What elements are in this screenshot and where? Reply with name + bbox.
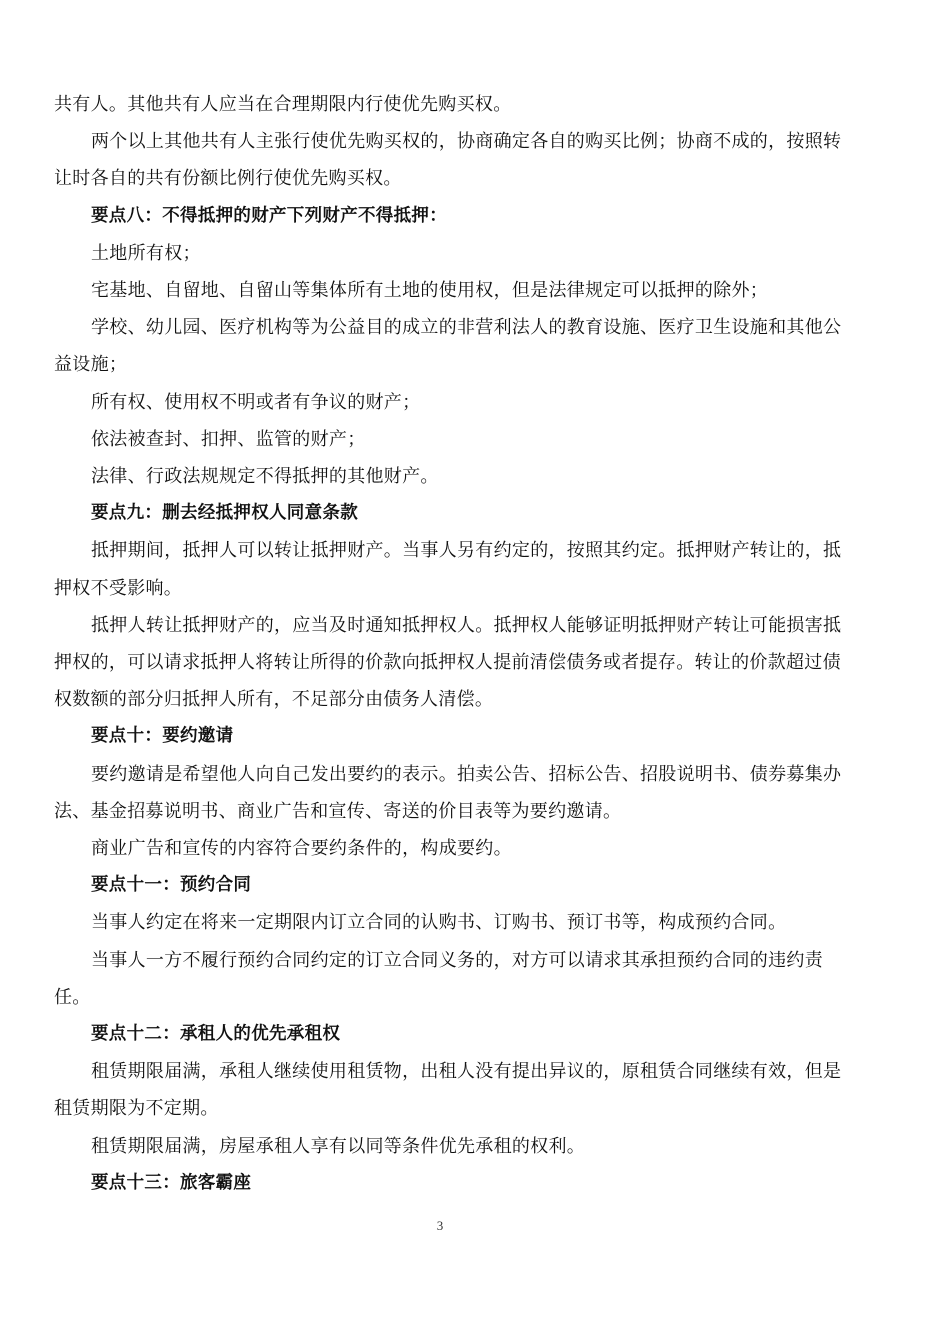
paragraph: 学校、幼儿园、医疗机构等为公益目的成立的非营利法人的教育设施、医疗卫生设施和其他公益设施； bbox=[54, 317, 842, 376]
section-heading: 要点十：要约邀请 bbox=[91, 726, 234, 747]
section-heading: 要点八：不得抵押的财产下列财产不得抵押： bbox=[91, 205, 447, 226]
paragraph: 要约邀请是希望他人向自己发出要约的表示。拍卖公告、招标公告、招股说明书、债券募集办法、基金招募说明书、商业广告和宣传、寄送的价目表等为要约邀请。 bbox=[54, 763, 842, 822]
section-heading: 要点十二：承租人的优先承租权 bbox=[91, 1024, 341, 1045]
section-heading: 要点十三：旅客霸座 bbox=[91, 1172, 252, 1193]
paragraph: 抵押人转让抵押财产的，应当及时通知抵押权人。抵押权人能够证明抵押财产转让可能损害抵押权的，可以请求抵押人将转让所得的价款向抵押权人提前清偿债务或者提存。转让的价款超过债权数额的部分归抵押人所有，不足部分由债务人清偿。 bbox=[54, 614, 842, 711]
paragraph: 共有人。其他共有人应当在合理期限内行使优先购买权。 bbox=[54, 94, 512, 115]
section-heading: 要点九：删去经抵押权人同意条款 bbox=[91, 503, 358, 524]
paragraph: 两个以上其他共有人主张行使优先购买权的，协商确定各自的购买比例；协商不成的，按照转让时各自的共有份额比例行使优先购买权。 bbox=[54, 131, 842, 190]
paragraph: 当事人约定在将来一定期限内订立合同的认购书、订购书、预订书等，构成预约合同。 bbox=[91, 912, 787, 934]
paragraph: 抵押期间，抵押人可以转让抵押财产。当事人另有约定的，按照其约定。抵押财产转让的，抵押权不受影响。 bbox=[54, 540, 842, 599]
paragraph: 当事人一方不履行预约合同约定的订立合同义务的，对方可以请求其承担预约合同的违约责任。 bbox=[54, 949, 823, 1008]
paragraph: 法律、行政法规规定不得抵押的其他财产。 bbox=[91, 466, 439, 488]
paragraph: 商业广告和宣传的内容符合要约条件的，构成要约。 bbox=[91, 838, 512, 860]
paragraph: 租赁期限届满，承租人继续使用租赁物，出租人没有提出异议的，原租赁合同继续有效，但是租赁期限为不定期。 bbox=[54, 1061, 842, 1120]
paragraph: 租赁期限届满，房屋承租人享有以同等条件优先承租的权利。 bbox=[91, 1135, 586, 1157]
paragraph: 土地所有权； bbox=[91, 242, 201, 264]
paragraph: 所有权、使用权不明或者有争议的财产； bbox=[91, 391, 421, 413]
page-number: 3 bbox=[436, 1218, 444, 1233]
paragraph: 宅基地、自留地、自留山等集体所有土地的使用权，但是法律规定可以抵押的除外； bbox=[91, 280, 769, 302]
paragraph: 依法被查封、扣押、监管的财产； bbox=[91, 428, 366, 450]
section-heading: 要点十一：预约合同 bbox=[91, 875, 252, 896]
document-body bbox=[54, 86, 844, 1202]
